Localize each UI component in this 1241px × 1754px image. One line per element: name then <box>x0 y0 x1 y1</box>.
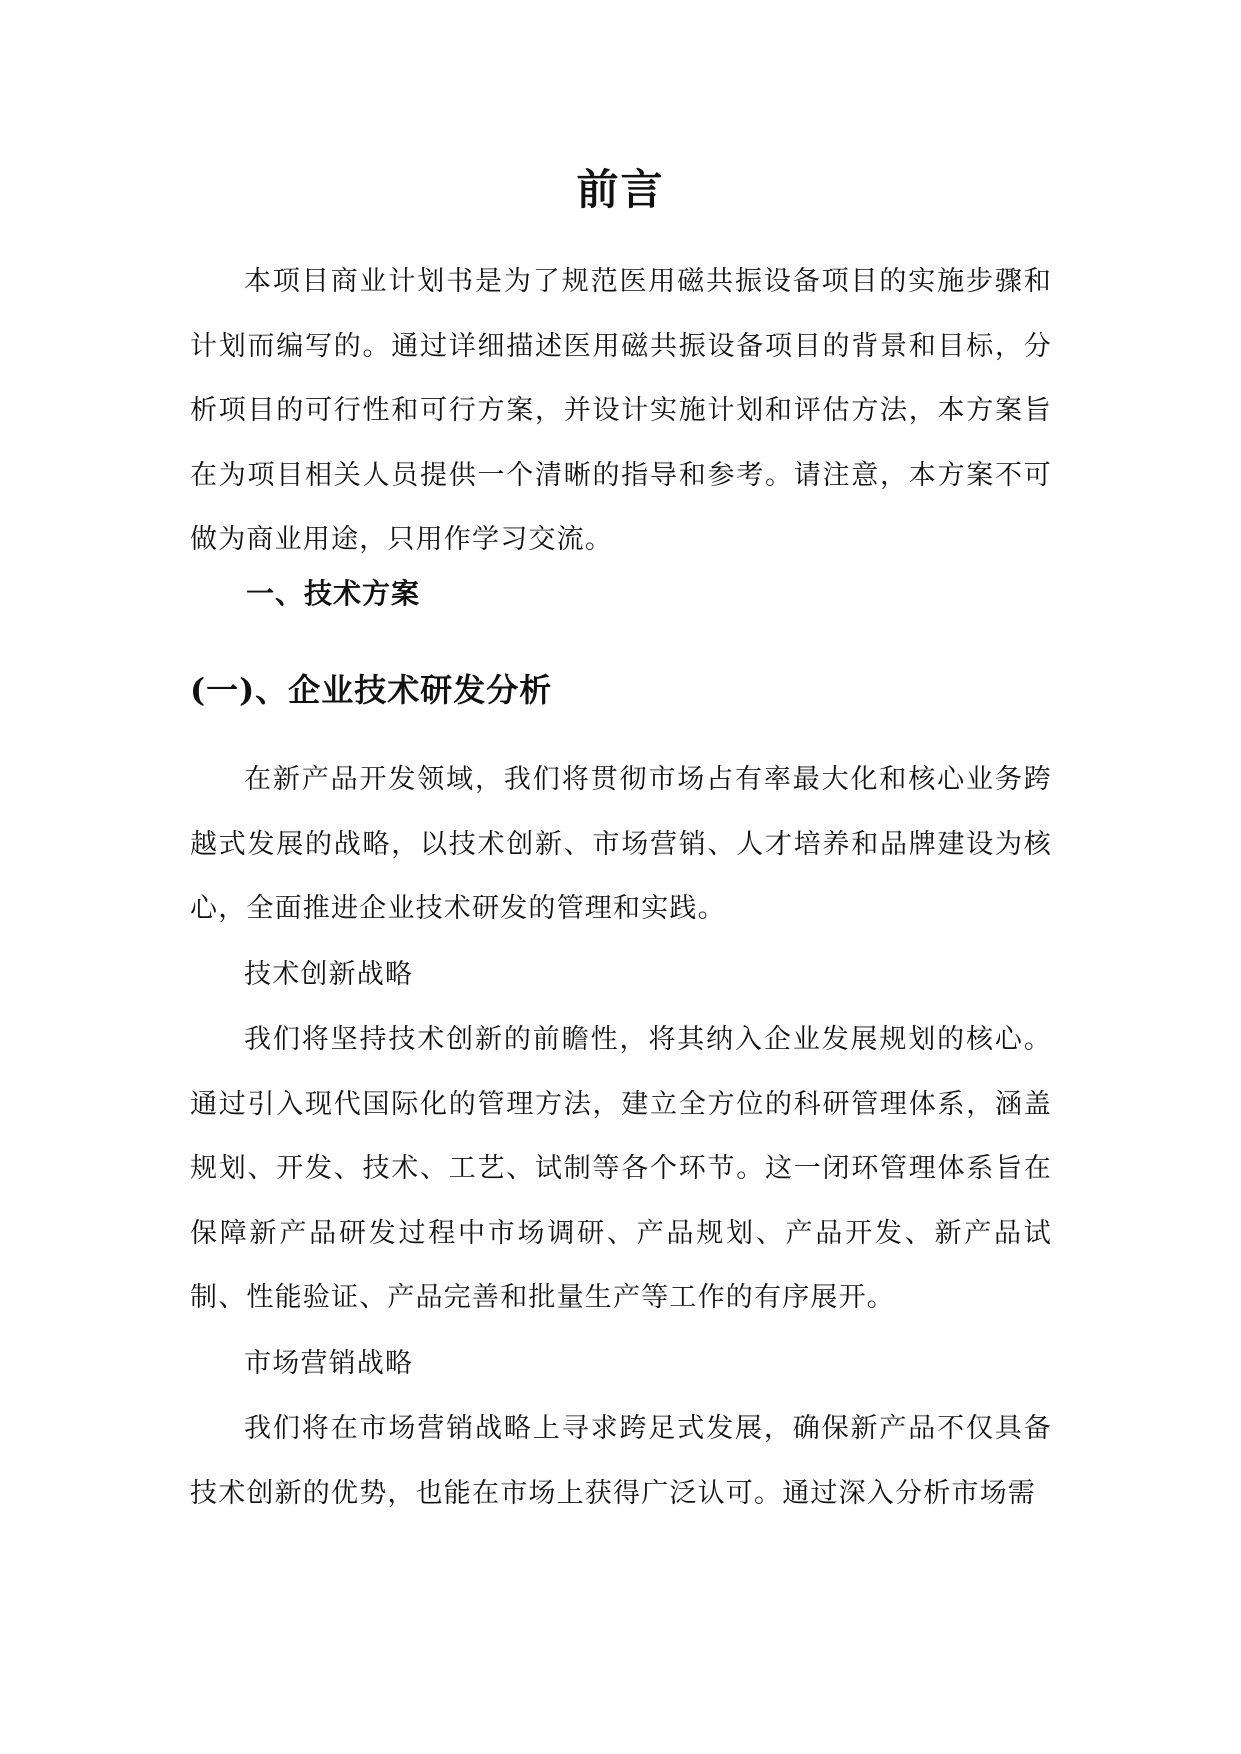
section-heading: 一、技术方案 <box>246 577 421 610</box>
intro-paragraph: 在新产品开发领域，我们将贯彻市场占有率最大化和核心业务跨越式发展的战略，以技术创新、市场营销、人才培养和品牌建设为核心，全面推进企业技术研发的管理和实践。 <box>190 764 1052 924</box>
page-title: 前言 <box>576 165 665 214</box>
preface-paragraph: 本项目商业计划书是为了规范医用磁共振设备项目的实施步骤和计划而编写的。通过详细描述医用磁共振设备项目的背景和目标，分析项目的可行性和可行方案，并设计实施计划和评估方法，本方案旨在为项目相关人员提供一个清晰的指导和参考。请注意，本方案不可做为商业用途，只用作学习交流。 <box>190 266 1052 555</box>
tech-innovation-label: 技术创新战略 <box>244 959 414 990</box>
tech-innovation-paragraph: 我们将坚持技术创新的前瞻性，将其纳入企业发展规划的核心。通过引入现代国际化的管理方法，建立全方位的科研管理体系，涵盖规划、开发、技术、工艺、试制等各个环节。这一闭环管理体系旨在保障新产品研发过程中市场调研、产品规划、产品开发、新产品试制、性能验证、产品完善和批量生产等工作的有序展开。 <box>190 1024 1052 1313</box>
marketing-label: 市场营销战略 <box>244 1348 414 1379</box>
subsection-heading: (一)、企业技术研发分析 <box>190 671 553 709</box>
marketing-paragraph: 我们将在市场营销战略上寻求跨足式发展，确保新产品不仅具备技术创新的优势，也能在市场上获得广泛认可。通过深入分析市场需 <box>190 1413 1052 1509</box>
